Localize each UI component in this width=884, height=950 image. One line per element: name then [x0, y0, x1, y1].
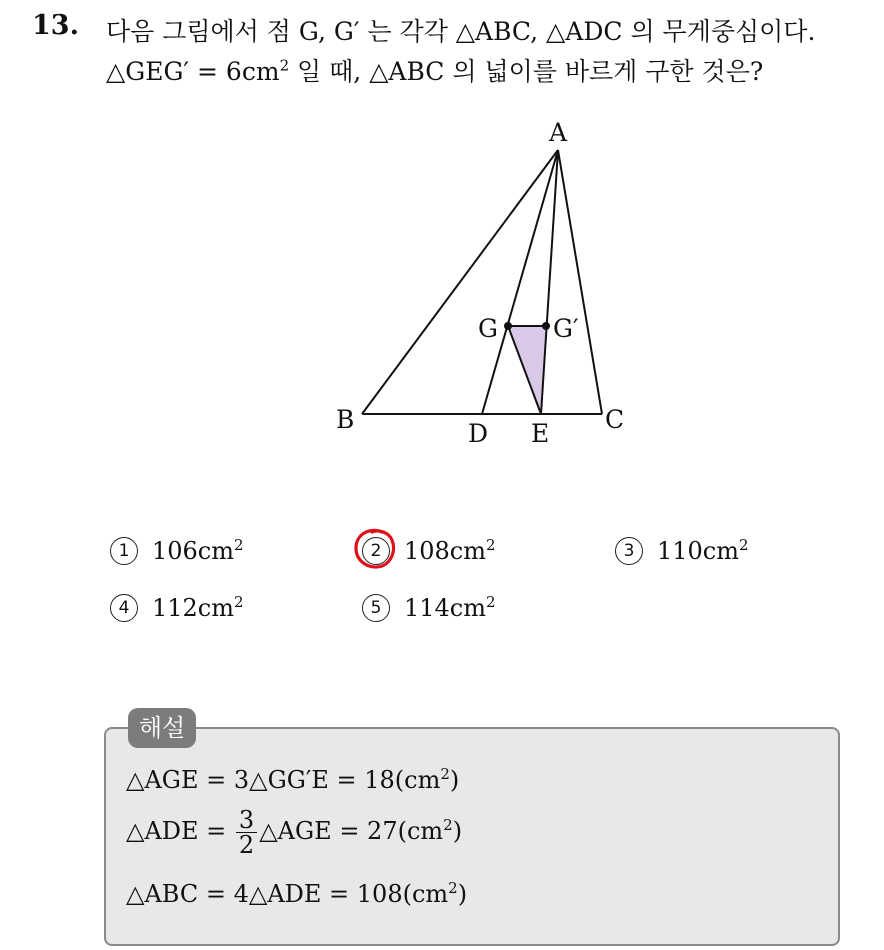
choice-mark-4: 4 [110, 594, 138, 622]
eq3-exponent: 2 [448, 879, 458, 897]
given-area: △GEG′ = 6cm [106, 57, 280, 86]
question-number: 13. [32, 10, 79, 41]
question-text-line1: 다음 그림에서 점 G, G′ 는 각각 △ABC, △ADC 의 무게중심이다. [106, 17, 816, 46]
fraction-numerator: 3 [236, 808, 257, 833]
eq1-text: △AGE = 3△GG′E = 18(cm [126, 766, 441, 794]
eq1-close: ) [449, 766, 460, 794]
segment-ac [558, 150, 602, 414]
fraction-three-halves [236, 808, 257, 857]
eq2-text-rest: △AGE = 27(cm [259, 817, 444, 845]
question-prompt: 일 때, △ABC 의 넓이를 바르게 구한 것은? [289, 57, 764, 86]
choice-5[interactable] [362, 593, 496, 622]
choice-1[interactable] [110, 536, 244, 565]
segment-ad [482, 150, 558, 414]
eq3-text: △ABC = 4△ADE = 108(cm [126, 880, 449, 908]
choice-exponent: 2 [234, 593, 244, 611]
eq1-exponent: 2 [440, 765, 450, 783]
solution-eq-2 [126, 808, 462, 857]
choice-value: 106cm [152, 537, 235, 565]
fraction-denominator: 2 [238, 831, 255, 859]
label-b: B [336, 405, 355, 434]
answer-check-mark [352, 526, 398, 572]
choice-value: 108cm [404, 537, 487, 565]
point-g [504, 322, 512, 330]
label-c: C [605, 405, 625, 434]
label-g: G [478, 314, 498, 343]
eq2-text: △ADE = [126, 817, 234, 845]
choice-value: 110cm [657, 537, 740, 565]
choice-exponent: 2 [486, 536, 496, 554]
choice-mark-3: 3 [615, 537, 643, 565]
eq3-close: ) [457, 880, 468, 908]
solution-eq-3 [126, 879, 467, 908]
eq2-exponent: 2 [443, 816, 453, 834]
point-g-prime [542, 322, 550, 330]
choice-exponent: 2 [234, 536, 244, 554]
segment-ae [541, 150, 558, 414]
choice-mark-5: 5 [362, 594, 390, 622]
choice-mark-1: 1 [110, 537, 138, 565]
choice-exponent: 2 [486, 593, 496, 611]
label-d: D [468, 419, 489, 448]
choice-value: 112cm [152, 594, 235, 622]
choice-4[interactable] [110, 593, 244, 622]
label-e: E [531, 419, 550, 448]
geometry-figure [0, 0, 884, 470]
given-area-exponent: 2 [279, 56, 290, 75]
eq2-close: ) [452, 817, 463, 845]
solution-eq-1 [126, 765, 459, 794]
choice-mark-2: 2 [362, 537, 390, 565]
label-a: A [549, 118, 568, 147]
choice-value: 114cm [404, 594, 487, 622]
choice-3[interactable] [615, 536, 749, 565]
choice-exponent: 2 [739, 536, 749, 554]
label-g-prime: G′ [553, 314, 579, 343]
solution-tag: 해설 [128, 708, 196, 748]
